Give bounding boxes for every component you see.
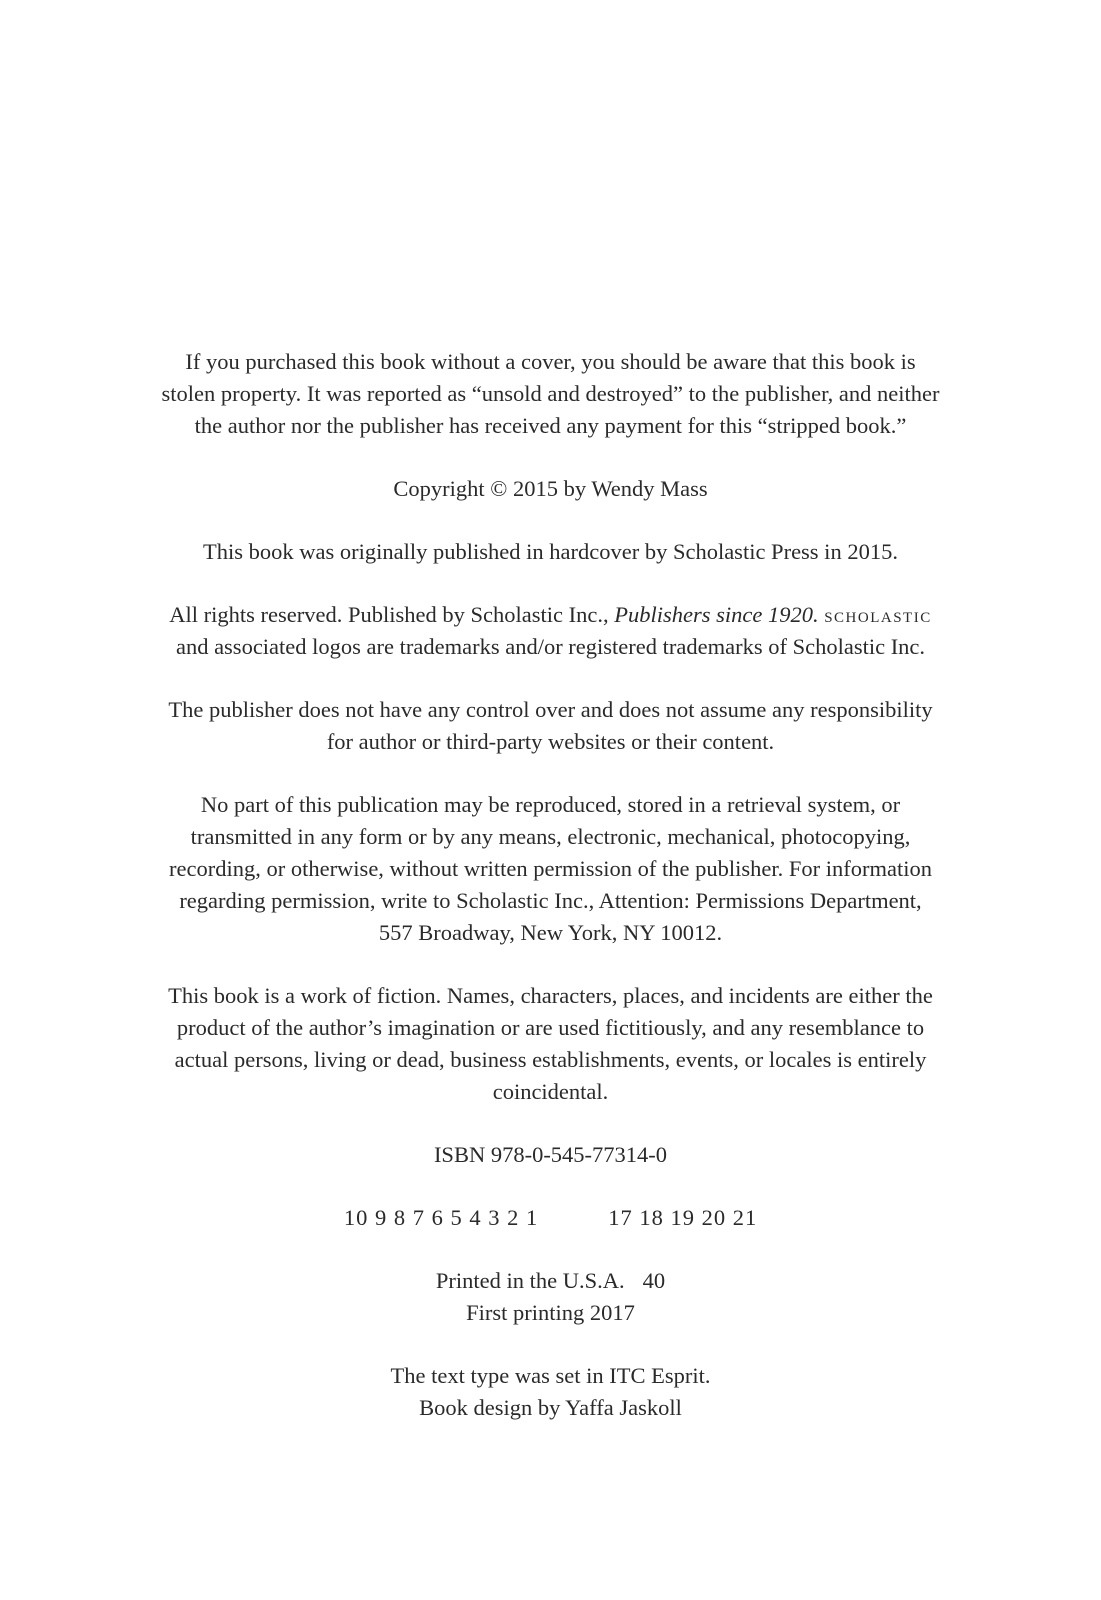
printing-years: 17 18 19 20 21 bbox=[608, 1205, 758, 1230]
printed-in-line bbox=[0, 1265, 1101, 1297]
liability-line: for author or third-party websites or their content. bbox=[326, 729, 775, 754]
rights-statement bbox=[0, 599, 1101, 663]
credits-block bbox=[0, 1360, 1101, 1424]
original-publication-note bbox=[0, 536, 1101, 568]
reproduction-notice bbox=[0, 789, 1101, 949]
printing-numbers: 10 9 8 7 6 5 4 3 2 1 bbox=[343, 1205, 539, 1230]
rights-text: All rights reserved. Published by Scholastic Inc., bbox=[169, 602, 615, 627]
printing-line bbox=[0, 1202, 1101, 1234]
stripped-book-notice bbox=[0, 346, 1101, 442]
notice-line: stolen property. It was reported as “unsold and destroyed” to the publisher, and neither bbox=[161, 381, 940, 406]
copyright-page bbox=[0, 346, 1101, 1455]
notice-line: the author nor the publisher has received any payment for this “stripped book.” bbox=[194, 413, 907, 438]
reproduction-line: regarding permission, write to Scholastic Inc., Attention: Permissions Department, bbox=[179, 888, 922, 913]
reproduction-line: transmitted in any form or by any means, electronic, mechanical, photocopying, bbox=[190, 824, 911, 849]
scholastic-wordmark: scholastic bbox=[824, 603, 932, 627]
first-printing-line: First printing 2017 bbox=[466, 1300, 635, 1325]
typeface-credit: The text type was set in ITC Esprit. bbox=[390, 1363, 711, 1388]
reproduction-line: No part of this publication may be reproduced, stored in a retrieval system, or bbox=[200, 792, 901, 817]
liability-line: The publisher does not have any control over and does not assume any responsibility bbox=[168, 697, 933, 722]
copyright-notice bbox=[0, 473, 1101, 505]
notice-line: If you purchased this book without a cover, you should be aware that this book is bbox=[185, 349, 916, 374]
fiction-line: This book is a work of fiction. Names, characters, places, and incidents are either the bbox=[168, 983, 933, 1008]
fiction-line: actual persons, living or dead, business establishments, events, or locales is entirely bbox=[174, 1047, 927, 1072]
isbn-block bbox=[0, 1139, 1101, 1171]
fiction-line: product of the author’s imagination or are used fictitiously, and any resemblance to bbox=[176, 1015, 925, 1040]
original-publication-line: This book was originally published in hardcover by Scholastic Press in 2015. bbox=[203, 539, 898, 564]
rights-line-2: and associated logos are trademarks and/or registered trademarks of Scholastic Inc. bbox=[175, 634, 926, 659]
liability-disclaimer bbox=[0, 694, 1101, 758]
reproduction-line: recording, or otherwise, without written permission of the publisher. For information bbox=[169, 856, 932, 881]
printing-line-block bbox=[0, 1202, 1101, 1234]
publishers-since-text: Publishers since 1920. bbox=[614, 602, 819, 627]
isbn-number: ISBN 978-0-545-77314-0 bbox=[433, 1142, 668, 1167]
printed-country: Printed in the U.S.A. bbox=[435, 1268, 625, 1293]
fiction-line: coincidental. bbox=[492, 1079, 609, 1104]
printing-info bbox=[0, 1265, 1101, 1329]
fiction-disclaimer bbox=[0, 980, 1101, 1108]
printer-code: 40 bbox=[642, 1268, 666, 1293]
reproduction-line: 557 Broadway, New York, NY 10012. bbox=[378, 920, 723, 945]
rights-line-1 bbox=[0, 599, 1101, 631]
copyright-line: Copyright © 2015 by Wendy Mass bbox=[393, 476, 708, 501]
design-credit: Book design by Yaffa Jaskoll bbox=[419, 1395, 682, 1420]
